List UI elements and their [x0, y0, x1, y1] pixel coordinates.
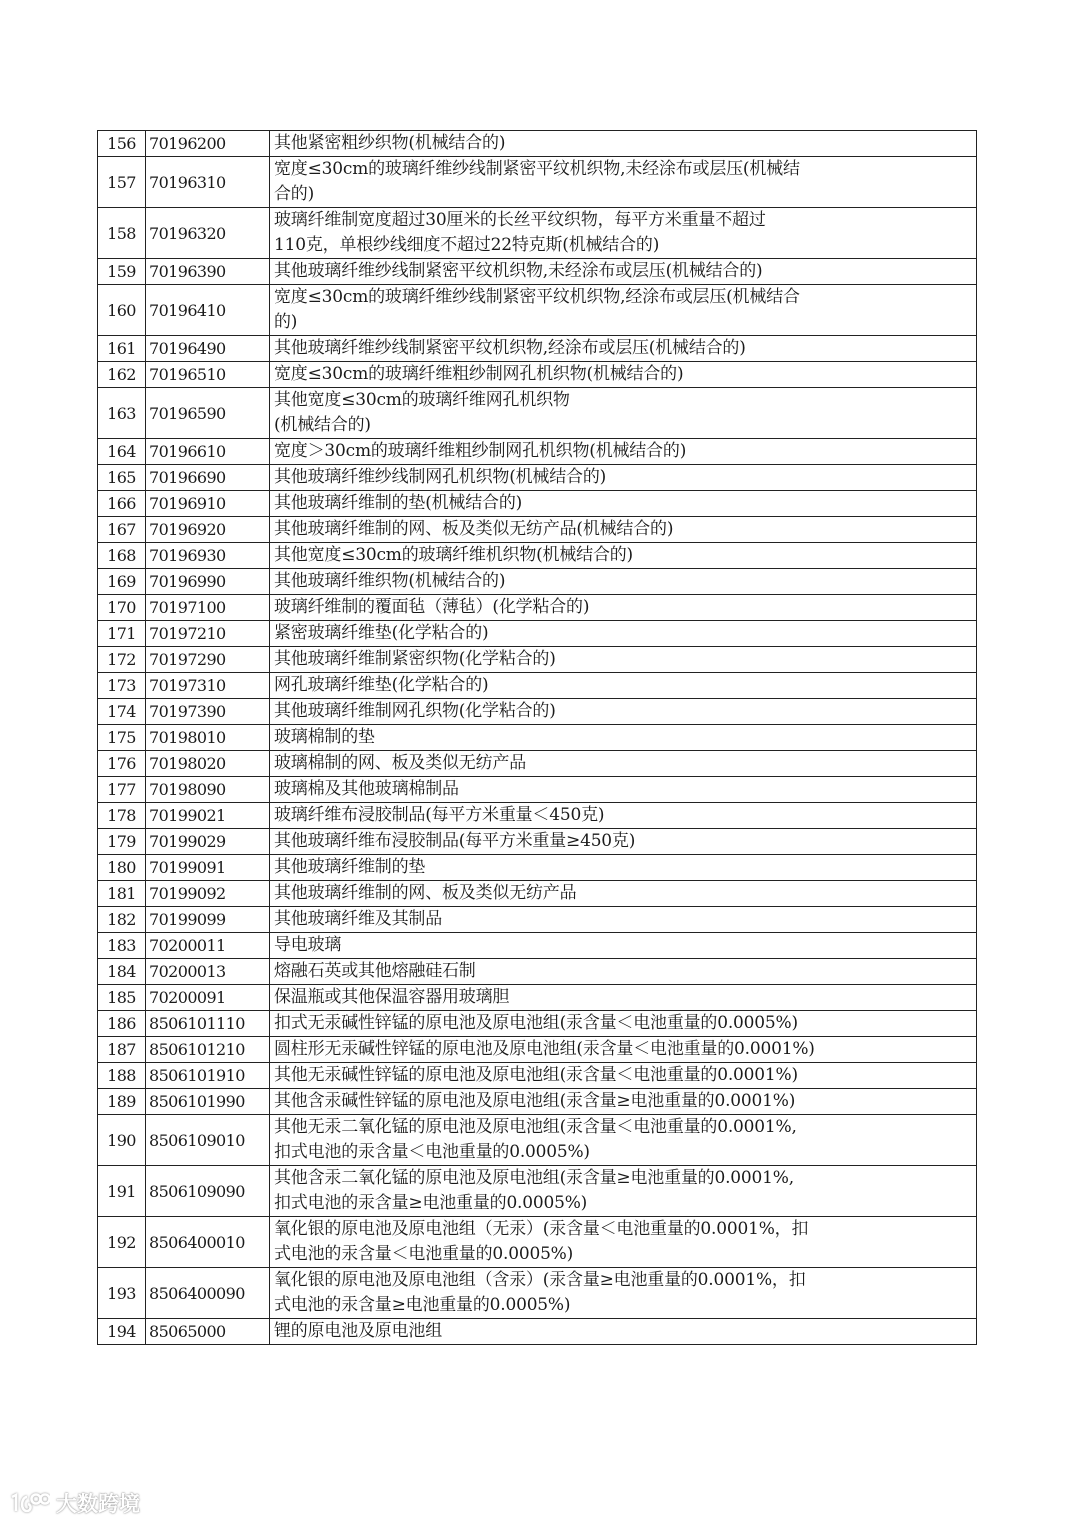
- description-line: 其他玻璃纤维制的网、板及类似无纺产品(机械结合的): [274, 519, 674, 539]
- description-line: 氧化银的原电池及原电池组（无汞）(汞含量＜电池重量的0.0001%，扣: [274, 1219, 809, 1239]
- table-row: [98, 569, 977, 595]
- commodity-description: [270, 907, 977, 933]
- commodity-code: 70196390: [146, 259, 270, 285]
- description-line: 紧密玻璃纤维垫(化学粘合的): [274, 623, 489, 643]
- commodity-code: 70197290: [146, 647, 270, 673]
- table-row: [98, 157, 977, 208]
- table-row: [98, 595, 977, 621]
- commodity-code: 70196310: [146, 157, 270, 208]
- description-line: 圆柱形无汞碱性锌锰的原电池及原电池组(汞含量＜电池重量的0.0001%): [274, 1039, 815, 1059]
- commodity-code: 70199092: [146, 881, 270, 907]
- commodity-description: [270, 777, 977, 803]
- description-line: 导电玻璃: [274, 935, 342, 955]
- row-number: 165: [98, 465, 146, 491]
- commodity-description: [270, 1319, 977, 1345]
- row-number: 187: [98, 1037, 146, 1063]
- description-line: 其他玻璃纤维布浸胶制品(每平方米重量≥450克): [274, 831, 636, 851]
- description-line: 其他玻璃纤维纱线制紧密平纹机织物,未经涂布或层压(机械结合的): [274, 261, 763, 281]
- commodity-description: [270, 208, 977, 259]
- table-row: [98, 751, 977, 777]
- commodity-description: [270, 1089, 977, 1115]
- commodity-description: [270, 647, 977, 673]
- description-line: 其他含汞碱性锌锰的原电池及原电池组(汞含量≥电池重量的0.0001%): [274, 1091, 796, 1111]
- row-number: 164: [98, 439, 146, 465]
- commodity-description: [270, 673, 977, 699]
- commodity-description: [270, 517, 977, 543]
- description-line: 保温瓶或其他保温容器用玻璃胆: [274, 987, 510, 1007]
- commodity-code: 70196590: [146, 388, 270, 439]
- commodity-description: [270, 725, 977, 751]
- commodity-description: [270, 959, 977, 985]
- commodity-code: 70199091: [146, 855, 270, 881]
- description-line: 玻璃棉及其他玻璃棉制品: [274, 779, 459, 799]
- description-line: 其他宽度≤30cm的玻璃纤维机织物(机械结合的): [274, 545, 633, 565]
- description-line: 其他无汞二氧化锰的原电池及原电池组(汞含量＜电池重量的0.0001%,: [274, 1117, 797, 1137]
- commodity-code: 70197310: [146, 673, 270, 699]
- commodity-code: 8506101910: [146, 1063, 270, 1089]
- watermark-text: 大数跨境: [56, 1492, 140, 1516]
- commodity-description: [270, 855, 977, 881]
- commodity-code: 70199021: [146, 803, 270, 829]
- description-line: 玻璃棉制的垫: [274, 727, 375, 747]
- commodity-code: 70196410: [146, 285, 270, 336]
- row-number: 194: [98, 1319, 146, 1345]
- description-line: 扣式电池的汞含量≥电池重量的0.0005%): [274, 1193, 588, 1213]
- row-number: 183: [98, 933, 146, 959]
- table-row: [98, 829, 977, 855]
- commodity-description: [270, 595, 977, 621]
- row-number: 189: [98, 1089, 146, 1115]
- table-row: [98, 1115, 977, 1166]
- row-number: 162: [98, 362, 146, 388]
- table-row: [98, 1217, 977, 1268]
- commodity-code: 8506101110: [146, 1011, 270, 1037]
- product-code-table: [97, 130, 977, 1345]
- table-row: [98, 1011, 977, 1037]
- description-line: 玻璃纤维制的覆面毡（薄毡）(化学粘合的): [274, 597, 590, 617]
- description-line: 110克，单根纱线细度不超过22特克斯(机械结合的): [274, 235, 660, 255]
- row-number: 175: [98, 725, 146, 751]
- commodity-description: [270, 1037, 977, 1063]
- description-line: 其他玻璃纤维及其制品: [274, 909, 442, 929]
- commodity-description: [270, 699, 977, 725]
- description-line: 网孔玻璃纤维垫(化学粘合的): [274, 675, 489, 695]
- description-line: 其他玻璃纤维制的网、板及类似无纺产品: [274, 883, 577, 903]
- commodity-description: [270, 569, 977, 595]
- description-line: 其他玻璃纤维织物(机械结合的): [274, 571, 506, 591]
- row-number: 193: [98, 1268, 146, 1319]
- row-number: 158: [98, 208, 146, 259]
- commodity-code: 8506109010: [146, 1115, 270, 1166]
- row-number: 180: [98, 855, 146, 881]
- row-number: 169: [98, 569, 146, 595]
- row-number: 170: [98, 595, 146, 621]
- commodity-description: [270, 465, 977, 491]
- row-number: 159: [98, 259, 146, 285]
- row-number: 173: [98, 673, 146, 699]
- commodity-description: [270, 131, 977, 157]
- row-number: 179: [98, 829, 146, 855]
- commodity-code: 70198020: [146, 751, 270, 777]
- commodity-code: 8506400010: [146, 1217, 270, 1268]
- row-number: 167: [98, 517, 146, 543]
- description-line: (机械结合的): [274, 415, 371, 435]
- commodity-description: [270, 1063, 977, 1089]
- commodity-description: [270, 439, 977, 465]
- description-line: 锂的原电池及原电池组: [274, 1321, 442, 1341]
- table-row: [98, 362, 977, 388]
- commodity-description: [270, 1115, 977, 1166]
- commodity-description: [270, 362, 977, 388]
- commodity-description: [270, 621, 977, 647]
- table-row: [98, 855, 977, 881]
- row-number: 160: [98, 285, 146, 336]
- brand-logo-icon: [8, 1491, 50, 1515]
- commodity-code: 70198010: [146, 725, 270, 751]
- table-row: [98, 388, 977, 439]
- row-number: 188: [98, 1063, 146, 1089]
- row-number: 172: [98, 647, 146, 673]
- description-line: 玻璃纤维制宽度超过30厘米的长丝平纹织物，每平方米重量不超过: [274, 210, 766, 230]
- commodity-description: [270, 1166, 977, 1217]
- commodity-code: 8506101990: [146, 1089, 270, 1115]
- table-row: [98, 777, 977, 803]
- table-row: [98, 131, 977, 157]
- row-number: 174: [98, 699, 146, 725]
- description-line: 其他含汞二氧化锰的原电池及原电池组(汞含量≥电池重量的0.0001%,: [274, 1168, 794, 1188]
- watermark: [8, 1488, 140, 1518]
- description-line: 其他玻璃纤维纱线制网孔机织物(机械结合的): [274, 467, 607, 487]
- commodity-code: 70196320: [146, 208, 270, 259]
- commodity-code: 70197210: [146, 621, 270, 647]
- row-number: 190: [98, 1115, 146, 1166]
- description-line: 熔融石英或其他熔融硅石制: [274, 961, 476, 981]
- commodity-description: [270, 933, 977, 959]
- description-line: 其他无汞碱性锌锰的原电池及原电池组(汞含量＜电池重量的0.0001%): [274, 1065, 798, 1085]
- row-number: 178: [98, 803, 146, 829]
- commodity-code: 70196920: [146, 517, 270, 543]
- commodity-code: 70196610: [146, 439, 270, 465]
- commodity-code: 85065000: [146, 1319, 270, 1345]
- commodity-description: [270, 1268, 977, 1319]
- table-row: [98, 881, 977, 907]
- commodity-code: 70197100: [146, 595, 270, 621]
- table-row: [98, 491, 977, 517]
- description-line: 其他玻璃纤维制网孔织物(化学粘合的): [274, 701, 556, 721]
- table-row: [98, 647, 977, 673]
- table-row: [98, 439, 977, 465]
- table-row: [98, 803, 977, 829]
- commodity-code: 8506400090: [146, 1268, 270, 1319]
- commodity-code: 70196690: [146, 465, 270, 491]
- table-row: [98, 1268, 977, 1319]
- row-number: 171: [98, 621, 146, 647]
- commodity-description: [270, 157, 977, 208]
- table-row: [98, 208, 977, 259]
- description-line: 扣式电池的汞含量＜电池重量的0.0005%): [274, 1142, 590, 1162]
- row-number: 177: [98, 777, 146, 803]
- table-row: [98, 673, 977, 699]
- description-line: 宽度≤30cm的玻璃纤维纱线制紧密平纹机织物,经涂布或层压(机械结合: [274, 287, 800, 307]
- commodity-code: 70196990: [146, 569, 270, 595]
- commodity-code: 8506101210: [146, 1037, 270, 1063]
- table-body: [98, 131, 977, 1345]
- description-line: 宽度≤30cm的玻璃纤维粗纱制网孔机织物(机械结合的): [274, 364, 684, 384]
- description-line: 其他玻璃纤维制的垫(机械结合的): [274, 493, 523, 513]
- table-row: [98, 725, 977, 751]
- commodity-code: 70196490: [146, 336, 270, 362]
- row-number: 184: [98, 959, 146, 985]
- description-line: 宽度≤30cm的玻璃纤维纱线制紧密平纹机织物,未经涂布或层压(机械结: [274, 159, 800, 179]
- row-number: 163: [98, 388, 146, 439]
- description-line: 其他宽度≤30cm的玻璃纤维网孔机织物: [274, 390, 570, 410]
- table-row: [98, 699, 977, 725]
- row-number: 161: [98, 336, 146, 362]
- row-number: 176: [98, 751, 146, 777]
- table-row: [98, 1037, 977, 1063]
- commodity-code: 70200013: [146, 959, 270, 985]
- commodity-description: [270, 1011, 977, 1037]
- table-row: [98, 1319, 977, 1345]
- commodity-description: [270, 751, 977, 777]
- description-line: 宽度＞30cm的玻璃纤维粗纱制网孔机织物(机械结合的): [274, 441, 687, 461]
- commodity-code: 70199099: [146, 907, 270, 933]
- row-number: 157: [98, 157, 146, 208]
- commodity-description: [270, 985, 977, 1011]
- row-number: 181: [98, 881, 146, 907]
- commodity-code: 70197390: [146, 699, 270, 725]
- table-row: [98, 285, 977, 336]
- table-row: [98, 336, 977, 362]
- commodity-description: [270, 285, 977, 336]
- table-row: [98, 1063, 977, 1089]
- commodity-description: [270, 881, 977, 907]
- table-row: [98, 517, 977, 543]
- row-number: 166: [98, 491, 146, 517]
- commodity-code: 70199029: [146, 829, 270, 855]
- commodity-code: 70196930: [146, 543, 270, 569]
- table-row: [98, 465, 977, 491]
- description-line: 玻璃纤维布浸胶制品(每平方米重量＜450克): [274, 805, 605, 825]
- table-row: [98, 259, 977, 285]
- commodity-code: 70196910: [146, 491, 270, 517]
- description-line: 式电池的汞含量≥电池重量的0.0005%): [274, 1295, 571, 1315]
- commodity-description: [270, 491, 977, 517]
- commodity-code: 70196200: [146, 131, 270, 157]
- row-number: 156: [98, 131, 146, 157]
- table-row: [98, 1089, 977, 1115]
- commodity-code: 70196510: [146, 362, 270, 388]
- row-number: 186: [98, 1011, 146, 1037]
- table-row: [98, 985, 977, 1011]
- description-line: 其他玻璃纤维纱线制紧密平纹机织物,经涂布或层压(机械结合的): [274, 338, 746, 358]
- commodity-description: [270, 543, 977, 569]
- description-line: 其他玻璃纤维制的垫: [274, 857, 426, 877]
- table-row: [98, 959, 977, 985]
- table-row: [98, 543, 977, 569]
- row-number: 185: [98, 985, 146, 1011]
- description-line: 的): [274, 312, 298, 332]
- row-number: 182: [98, 907, 146, 933]
- commodity-description: [270, 336, 977, 362]
- commodity-description: [270, 1217, 977, 1268]
- table-row: [98, 907, 977, 933]
- description-line: 玻璃棉制的网、板及类似无纺产品: [274, 753, 526, 773]
- description-line: 合的): [274, 184, 315, 204]
- description-line: 式电池的汞含量＜电池重量的0.0005%): [274, 1244, 574, 1264]
- table-row: [98, 933, 977, 959]
- description-line: 扣式无汞碱性锌锰的原电池及原电池组(汞含量＜电池重量的0.0005%): [274, 1013, 798, 1033]
- commodity-description: [270, 259, 977, 285]
- commodity-description: [270, 829, 977, 855]
- commodity-code: 70200091: [146, 985, 270, 1011]
- description-line: 其他紧密粗纱织物(机械结合的): [274, 133, 506, 153]
- commodity-description: [270, 803, 977, 829]
- description-line: 氧化银的原电池及原电池组（含汞）(汞含量≥电池重量的0.0001%，扣: [274, 1270, 806, 1290]
- row-number: 192: [98, 1217, 146, 1268]
- table-row: [98, 1166, 977, 1217]
- commodity-code: 8506109090: [146, 1166, 270, 1217]
- row-number: 168: [98, 543, 146, 569]
- commodity-code: 70198090: [146, 777, 270, 803]
- row-number: 191: [98, 1166, 146, 1217]
- commodity-code: 70200011: [146, 933, 270, 959]
- description-line: 其他玻璃纤维制紧密织物(化学粘合的): [274, 649, 556, 669]
- commodity-description: [270, 388, 977, 439]
- table-row: [98, 621, 977, 647]
